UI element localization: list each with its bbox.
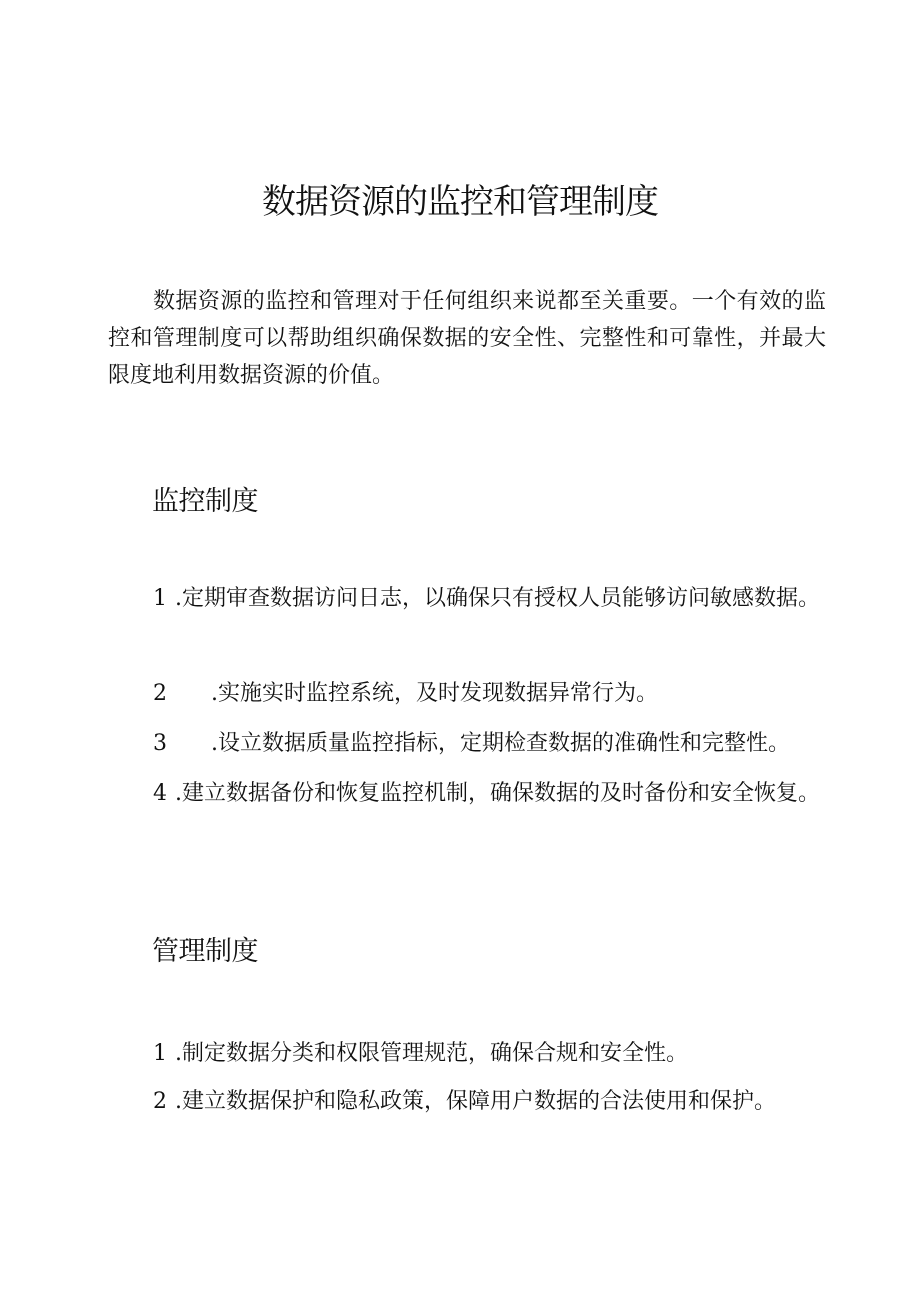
document-title: 数据资源的监控和管理制度: [262, 182, 658, 222]
item-text: .实施实时监控系统，及时发现数据异常行为。: [211, 681, 658, 706]
list-item: [108, 1078, 826, 1126]
item-number: 2: [153, 1089, 167, 1114]
item-number: 2: [153, 681, 167, 706]
intro-paragraph: 数据资源的监控和管理对于任何组织来说都至关重要。一个有效的监控和管理制度可以帮助组织确保数据的安全性、完整性和可靠性，并最大限度地利用数据资源的价值。: [108, 289, 826, 388]
list-item: [108, 720, 826, 768]
section-heading-management: 管理制度: [152, 936, 258, 967]
item-text: .制定数据分类和权限管理规范，确保合规和安全性。: [175, 1041, 688, 1066]
list-item: [108, 770, 826, 818]
list-item: [108, 670, 826, 718]
item-text: .设立数据质量监控指标，定期检查数据的准确性和完整性。: [211, 731, 790, 756]
item-text: .定期审查数据访问日志，以确保只有授权人员能够访问敏感数据。: [175, 586, 820, 611]
item-number: 4: [153, 781, 167, 806]
item-number: 1: [153, 1041, 167, 1066]
section-heading-monitoring: 监控制度: [152, 486, 258, 517]
list-item: [108, 575, 826, 623]
item-text: .建立数据备份和恢复监控机制，确保数据的及时备份和安全恢复。: [175, 781, 820, 806]
list-item: [108, 1030, 826, 1078]
item-number: 3: [153, 731, 167, 756]
item-number: 1: [153, 586, 167, 611]
item-text: .建立数据保护和隐私政策，保障用户数据的合法使用和保护。: [175, 1089, 776, 1114]
